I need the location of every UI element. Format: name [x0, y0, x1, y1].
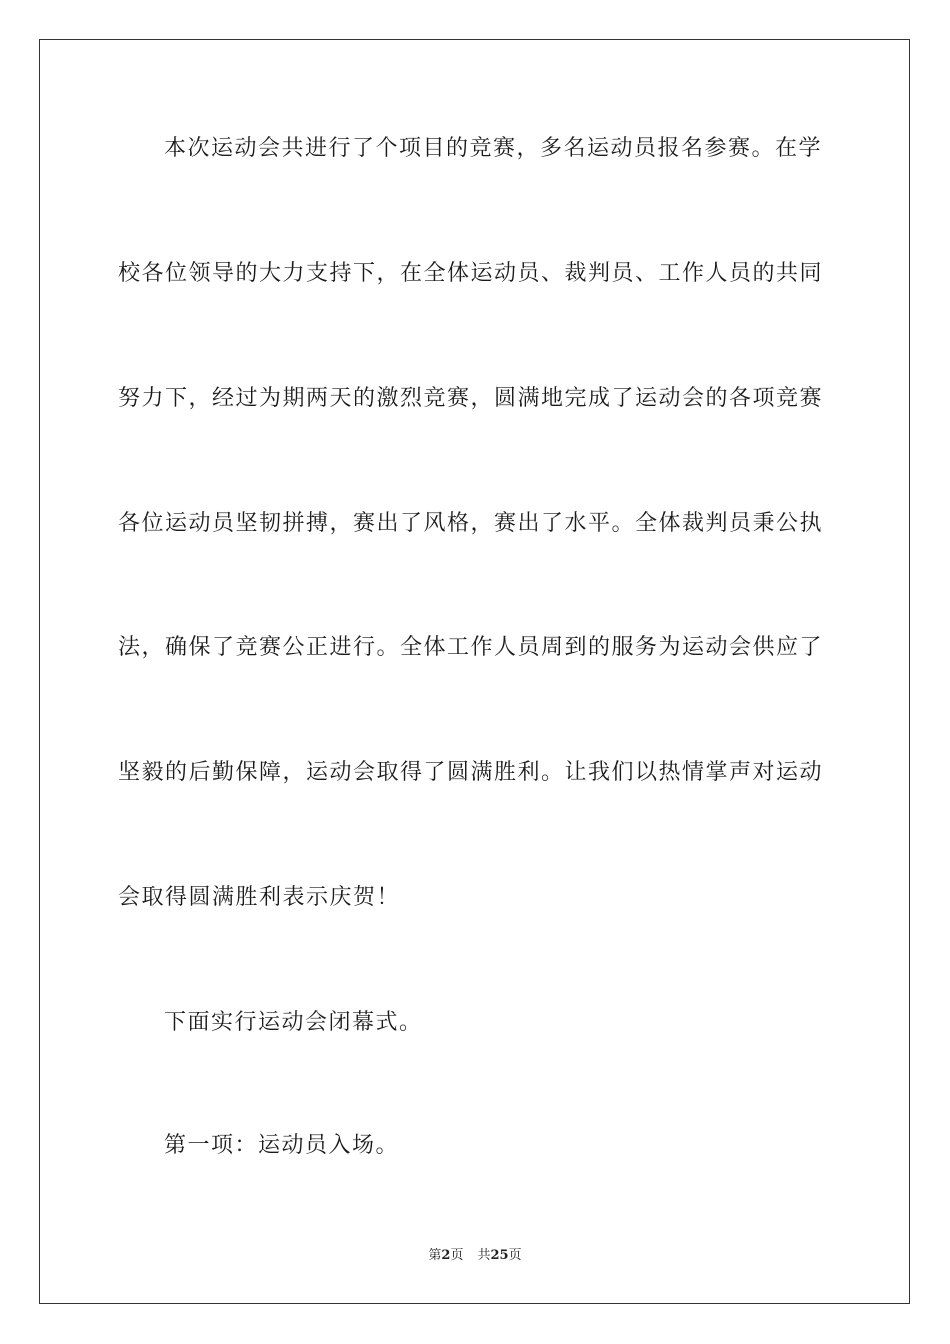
- page-border: [39, 39, 910, 1304]
- body-line-7: 会取得圆满胜利表示庆贺！: [118, 885, 401, 910]
- body-line-5: 法，确保了竞赛公正进行。全体工作人员周到的服务为运动会供应了: [118, 635, 824, 660]
- body-line-8: 下面实行运动会闭幕式。: [164, 1010, 423, 1035]
- page-total: 25: [490, 1248, 509, 1263]
- total-suffix: 页: [508, 1248, 522, 1263]
- body-line-3: 努力下，经过为期两天的激烈竞赛，圆满地完成了运动会的各项竞赛: [118, 386, 824, 411]
- page-suffix: 页: [450, 1248, 464, 1263]
- body-line-9: 第一项：运动员入场。: [164, 1133, 400, 1158]
- total-prefix: 共: [477, 1248, 491, 1263]
- page-current: 2: [441, 1248, 451, 1263]
- page-footer: [0, 1247, 950, 1265]
- body-line-2: 校各位领导的大力支持下，在全体运动员、裁判员、工作人员的共同: [118, 261, 824, 286]
- body-line-4: 各位运动员坚韧拼搏，赛出了风格，赛出了水平。全体裁判员秉公执: [118, 511, 824, 536]
- body-line-6: 坚毅的后勤保障，运动会取得了圆满胜利。让我们以热情掌声对运动: [118, 760, 824, 785]
- page-prefix: 第: [428, 1248, 442, 1263]
- body-line-1: 本次运动会共进行了个项目的竞赛，多名运动员报名参赛。在学: [164, 136, 823, 161]
